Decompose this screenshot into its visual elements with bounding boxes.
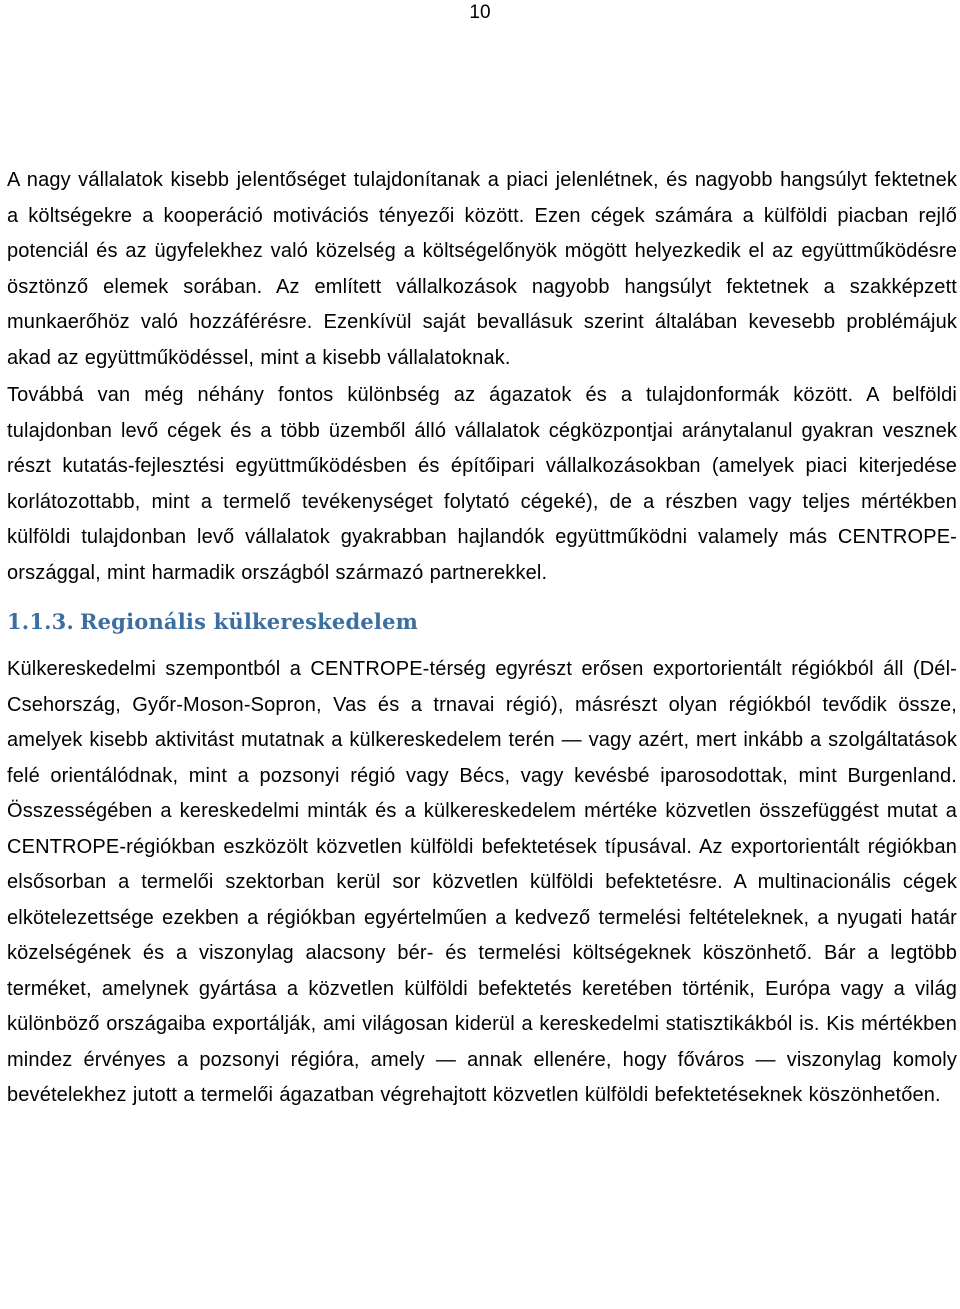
paragraph-large-companies: A nagy vállalatok kisebb jelentőséget tulajdonítanak a piaci jelenlétnek, és nagyobb hangsúlyt fektetnek a költségekre a kooperáció motivációs tényezői között. Ezen cégek számára a külföldi piacban rejlő potenciál és az ügyfelekhez való közelség a költségelőnyök mögött helyezkedik el az együttműködésre ösztönző elemek sorában. Az említett vállalkozások nagyobb hangsúlyt fektetnek a szakképzett munkaerőhöz való hozzáférésre. Ezenkívül saját bevallásuk szerint általában kevesebb problémájuk akad az együttműködéssel, mint a kisebb vállalatoknak. <box>7 169 957 369</box>
paragraph-sector-differences: Továbbá van még néhány fontos különbség az ágazatok és a tulajdonformák között. A belföldi tulajdonban levő cégek és a több üzemből álló vállalatok cégközpontjai aránytalanul gyakran vesznek részt kutatás-fejlesztési együttműködésben és építőipari vállalkozásokban (amelyek piaci kiterjedése korlátozottabb, mint a termelő tevékenységet folytató cégeké), de a részben vagy teljes mértékben külföldi tulajdonban levő vállalatok gyakrabban hajlandók együttműködni valamely más CENTROPE-országgal, mint harmadik országból származó partnerekkel. <box>7 384 957 584</box>
section-number: 1.1.3. <box>7 609 74 634</box>
paragraph-foreign-trade: Külkereskedelmi szempontból a CENTROPE-térség egyrészt erősen exportorientált régiókból áll (Dél-Csehország, Győr-Moson-Sopron, Vas és a trnavai régió), másrészt olyan régiókból tevődik össze, amelyek kisebb aktivitást mutatnak a külkereskedelem terén — vagy azért, mert inkább a szolgáltatások felé orientálódnak, mint a pozsonyi régió vagy Bécs, vagy kevésbé iparosodottak, mint Burgenland. Összességében a kereskedelmi minták és a külkereskedelem mértéke közvetlen összefüggést mutat a CENTROPE-régiókban eszközölt közvetlen külföldi befektetések típusával. Az exportorientált régiókban elsősorban a termelői szektorban kerül sor közvetlen külföldi befektetésre. A multinacionális cégek elkötelezettsége ezekben a régiókban egyértelműen a kedvező termelési feltételeknek, a nyugati határ közelségének és a viszonylag alacsony bér- és termelési költségeknek köszönhető. Bár a legtöbb terméket, amelynek gyártása a közvetlen külföldi befektetés keretében történik, Európa vagy a világ különböző országaiba exportálják, ami világosan kiderül a kereskedelmi statisztikákból is. Kis mértékben mindez érvényes a pozsonyi régióra, amely — annak ellenére, hogy főváros — viszonylag komoly bevételekhez jutott a termelői ágazatban végrehajtott közvetlen külföldi befektetéseknek köszönhetően. <box>7 658 957 1106</box>
section-title: Regionális külkereskedelem <box>79 609 419 634</box>
document-body <box>7 163 957 1114</box>
page-number: 10 <box>469 2 491 23</box>
section-heading <box>7 602 957 642</box>
